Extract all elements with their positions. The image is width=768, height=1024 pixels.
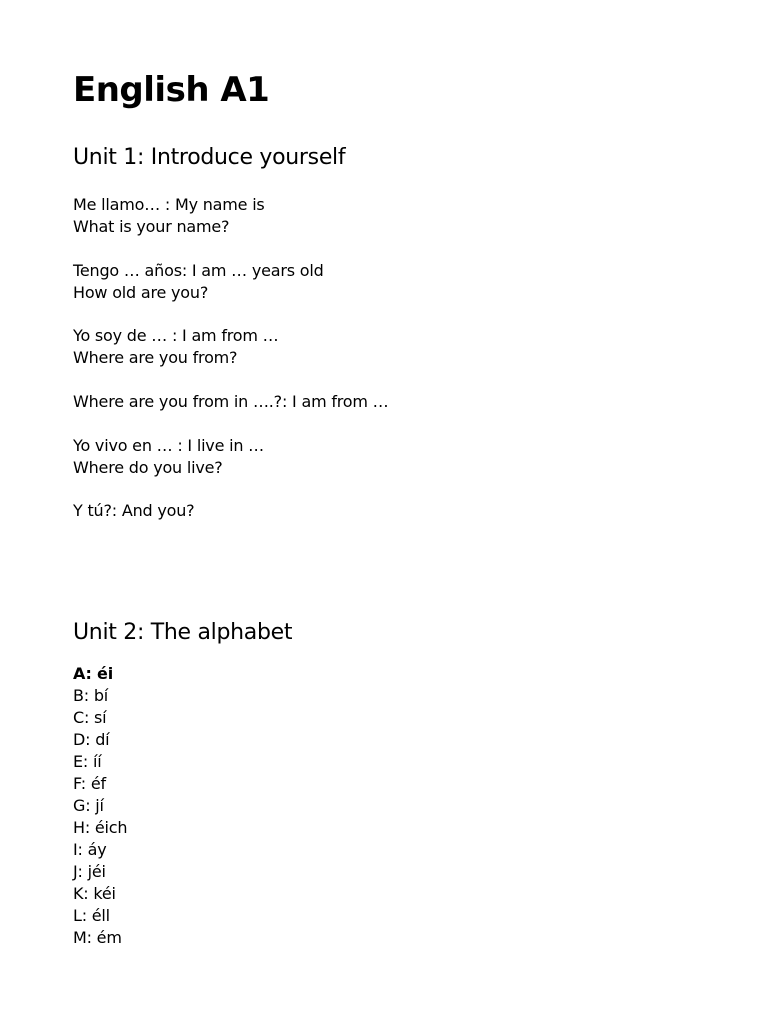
alphabet-letter-j: J: jéi xyxy=(73,862,106,881)
alphabet-letter-d: D: dí xyxy=(73,730,110,749)
document-page xyxy=(73,0,733,1024)
alphabet-letter-c: C: sí xyxy=(73,708,107,727)
alphabet-letter-m: M: ém xyxy=(73,928,122,947)
unit1-line-years-old: Tengo … años: I am … years old xyxy=(73,261,324,280)
unit1-line-where-from: Where are you from? xyxy=(73,348,238,367)
alphabet-letter-h: H: éich xyxy=(73,818,128,837)
alphabet-letter-k: K: kéi xyxy=(73,884,116,903)
unit1-line-my-name: Me llamo… : My name is xyxy=(73,195,265,214)
alphabet-letter-f: F: éf xyxy=(73,774,106,793)
alphabet-letter-i: I: áy xyxy=(73,840,107,859)
unit1-line-where-live: Where do you live? xyxy=(73,458,223,477)
unit1-line-your-name: What is your name? xyxy=(73,217,230,236)
alphabet-letter-l: L: éll xyxy=(73,906,110,925)
alphabet-letter-a: A: éi xyxy=(73,664,113,683)
unit1-line-from: Yo soy de … : I am from … xyxy=(73,326,279,345)
alphabet-letter-e: E: íí xyxy=(73,752,102,771)
unit2-heading: Unit 2: The alphabet xyxy=(73,620,293,645)
alphabet-letter-b: B: bí xyxy=(73,686,109,705)
alphabet-letter-g: G: jí xyxy=(73,796,104,815)
unit1-line-where-from-in: Where are you from in ….?: I am from … xyxy=(73,392,389,411)
unit1-heading: Unit 1: Introduce yourself xyxy=(73,145,346,170)
document-title: English A1 xyxy=(73,70,270,110)
unit1-line-live-in: Yo vivo en … : I live in … xyxy=(73,436,264,455)
unit1-line-and-you: Y tú?: And you? xyxy=(73,501,195,520)
unit1-line-how-old: How old are you? xyxy=(73,283,209,302)
